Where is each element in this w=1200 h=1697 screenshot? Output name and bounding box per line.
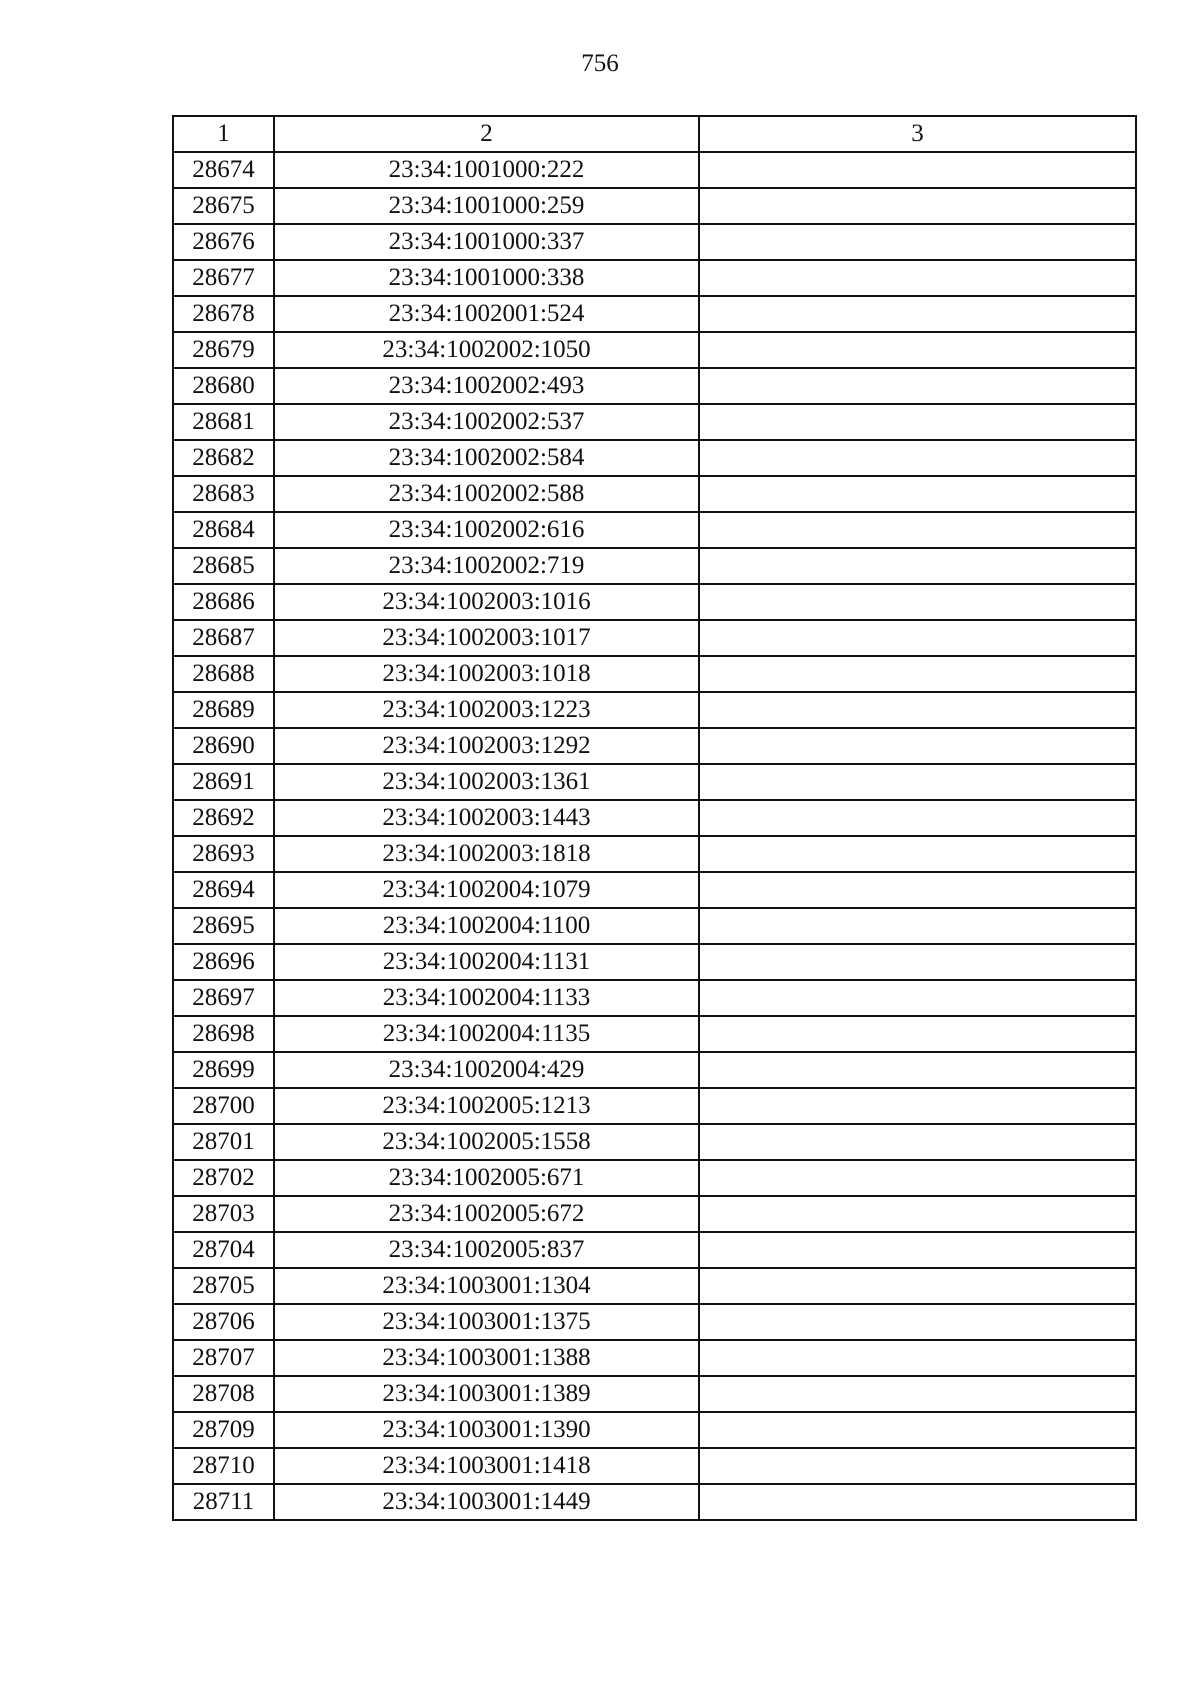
row-number-cell: 28687 [173, 620, 274, 656]
row-number-cell: 28684 [173, 512, 274, 548]
table-row [173, 188, 1136, 224]
row-number-cell: 28686 [173, 584, 274, 620]
row-number-cell: 28698 [173, 1016, 274, 1052]
value-cell [699, 1484, 1136, 1520]
value-cell [699, 1376, 1136, 1412]
cadastral-number-cell: 23:34:1003001:1449 [274, 1484, 699, 1520]
row-number-cell: 28707 [173, 1340, 274, 1376]
value-cell [699, 764, 1136, 800]
row-number-cell: 28680 [173, 368, 274, 404]
cadastral-number-cell: 23:34:1002002:1050 [274, 332, 699, 368]
row-number-cell: 28706 [173, 1304, 274, 1340]
table-row [173, 476, 1136, 512]
value-cell [699, 692, 1136, 728]
cadastral-number-cell: 23:34:1002004:429 [274, 1052, 699, 1088]
value-cell [699, 620, 1136, 656]
value-cell [699, 548, 1136, 584]
table-body [173, 152, 1136, 1520]
value-cell [699, 1160, 1136, 1196]
value-cell [699, 1052, 1136, 1088]
row-number-cell: 28702 [173, 1160, 274, 1196]
row-number-cell: 28696 [173, 944, 274, 980]
cadastral-number-cell: 23:34:1002003:1017 [274, 620, 699, 656]
row-number-cell: 28685 [173, 548, 274, 584]
table-row [173, 260, 1136, 296]
cadastral-number-cell: 23:34:1002002:588 [274, 476, 699, 512]
value-cell [699, 1448, 1136, 1484]
table-row [173, 1340, 1136, 1376]
row-number-cell: 28679 [173, 332, 274, 368]
cadastral-number-cell: 23:34:1002005:1213 [274, 1088, 699, 1124]
row-number-cell: 28676 [173, 224, 274, 260]
row-number-cell: 28688 [173, 656, 274, 692]
cadastral-number-cell: 23:34:1001000:338 [274, 260, 699, 296]
value-cell [699, 188, 1136, 224]
value-cell [699, 1268, 1136, 1304]
table-row [173, 512, 1136, 548]
table-row [173, 908, 1136, 944]
row-number-cell: 28708 [173, 1376, 274, 1412]
cadastral-number-cell: 23:34:1002003:1018 [274, 656, 699, 692]
table-row [173, 620, 1136, 656]
table-row [173, 1412, 1136, 1448]
table-row [173, 800, 1136, 836]
row-number-cell: 28683 [173, 476, 274, 512]
row-number-cell: 28677 [173, 260, 274, 296]
cadastral-number-cell: 23:34:1002003:1016 [274, 584, 699, 620]
row-number-cell: 28693 [173, 836, 274, 872]
table-row [173, 332, 1136, 368]
value-cell [699, 404, 1136, 440]
table-row [173, 980, 1136, 1016]
table-row [173, 836, 1136, 872]
table-row [173, 1484, 1136, 1520]
table-row [173, 368, 1136, 404]
value-cell [699, 584, 1136, 620]
value-cell [699, 1340, 1136, 1376]
row-number-cell: 28709 [173, 1412, 274, 1448]
value-cell [699, 728, 1136, 764]
table-row [173, 1196, 1136, 1232]
cadastral-number-cell: 23:34:1002003:1443 [274, 800, 699, 836]
table-row [173, 1304, 1136, 1340]
row-number-cell: 28695 [173, 908, 274, 944]
value-cell [699, 908, 1136, 944]
table-row [173, 1232, 1136, 1268]
row-number-cell: 28699 [173, 1052, 274, 1088]
value-cell [699, 800, 1136, 836]
row-number-cell: 28701 [173, 1124, 274, 1160]
cadastral-number-cell: 23:34:1003001:1304 [274, 1268, 699, 1304]
cadastral-number-cell: 23:34:1002003:1223 [274, 692, 699, 728]
table-row [173, 224, 1136, 260]
page-number: 756 [581, 50, 619, 77]
value-cell [699, 224, 1136, 260]
cadastral-number-cell: 23:34:1002004:1135 [274, 1016, 699, 1052]
row-number-cell: 28711 [173, 1484, 274, 1520]
cadastral-number-cell: 23:34:1002003:1361 [274, 764, 699, 800]
cadastral-number-cell: 23:34:1001000:337 [274, 224, 699, 260]
table-row [173, 728, 1136, 764]
value-cell [699, 836, 1136, 872]
table-row [173, 404, 1136, 440]
value-cell [699, 296, 1136, 332]
table-row [173, 1088, 1136, 1124]
row-number-cell: 28694 [173, 872, 274, 908]
data-table [172, 115, 1137, 1521]
table-row [173, 764, 1136, 800]
value-cell [699, 872, 1136, 908]
table-row [173, 1016, 1136, 1052]
cadastral-number-cell: 23:34:1003001:1390 [274, 1412, 699, 1448]
cadastral-number-cell: 23:34:1001000:222 [274, 152, 699, 188]
cadastral-number-cell: 23:34:1002002:537 [274, 404, 699, 440]
cadastral-number-cell: 23:34:1002004:1133 [274, 980, 699, 1016]
row-number-cell: 28690 [173, 728, 274, 764]
cadastral-number-cell: 23:34:1002005:671 [274, 1160, 699, 1196]
value-cell [699, 476, 1136, 512]
table-row [173, 1052, 1136, 1088]
row-number-cell: 28674 [173, 152, 274, 188]
row-number-cell: 28710 [173, 1448, 274, 1484]
row-number-cell: 28692 [173, 800, 274, 836]
cadastral-number-cell: 23:34:1002005:837 [274, 1232, 699, 1268]
value-cell [699, 332, 1136, 368]
cadastral-number-cell: 23:34:1002002:584 [274, 440, 699, 476]
table-header [173, 116, 1136, 152]
column-header-2: 2 [274, 116, 699, 152]
value-cell [699, 1304, 1136, 1340]
table-row [173, 584, 1136, 620]
cadastral-number-cell: 23:34:1002004:1079 [274, 872, 699, 908]
value-cell [699, 1088, 1136, 1124]
table-row [173, 656, 1136, 692]
table-row [173, 440, 1136, 476]
cadastral-number-cell: 23:34:1002002:616 [274, 512, 699, 548]
row-number-cell: 28703 [173, 1196, 274, 1232]
table-row [173, 872, 1136, 908]
value-cell [699, 1124, 1136, 1160]
table-row [173, 944, 1136, 980]
table-row [173, 1124, 1136, 1160]
value-cell [699, 512, 1136, 548]
value-cell [699, 440, 1136, 476]
cadastral-number-cell: 23:34:1002001:524 [274, 296, 699, 332]
table-row [173, 1160, 1136, 1196]
cadastral-number-cell: 23:34:1002002:493 [274, 368, 699, 404]
row-number-cell: 28678 [173, 296, 274, 332]
cadastral-number-cell: 23:34:1003001:1388 [274, 1340, 699, 1376]
cadastral-number-cell: 23:34:1001000:259 [274, 188, 699, 224]
cadastral-number-cell: 23:34:1003001:1418 [274, 1448, 699, 1484]
row-number-cell: 28682 [173, 440, 274, 476]
row-number-cell: 28691 [173, 764, 274, 800]
table-row [173, 1268, 1136, 1304]
value-cell [699, 1412, 1136, 1448]
column-header-3: 3 [699, 116, 1136, 152]
value-cell [699, 944, 1136, 980]
row-number-cell: 28689 [173, 692, 274, 728]
row-number-cell: 28700 [173, 1088, 274, 1124]
table-row [173, 1376, 1136, 1412]
row-number-cell: 28675 [173, 188, 274, 224]
value-cell [699, 1196, 1136, 1232]
cadastral-number-cell: 23:34:1003001:1375 [274, 1304, 699, 1340]
cadastral-number-cell: 23:34:1002004:1131 [274, 944, 699, 980]
row-number-cell: 28697 [173, 980, 274, 1016]
table-row [173, 152, 1136, 188]
cadastral-number-cell: 23:34:1002005:672 [274, 1196, 699, 1232]
table-row [173, 296, 1136, 332]
cadastral-number-cell: 23:34:1002003:1292 [274, 728, 699, 764]
value-cell [699, 1016, 1136, 1052]
header-row [173, 116, 1136, 152]
value-cell [699, 656, 1136, 692]
table-row [173, 1448, 1136, 1484]
value-cell [699, 1232, 1136, 1268]
row-number-cell: 28704 [173, 1232, 274, 1268]
value-cell [699, 368, 1136, 404]
cadastral-number-cell: 23:34:1002005:1558 [274, 1124, 699, 1160]
table-row [173, 692, 1136, 728]
table-row [173, 548, 1136, 584]
value-cell [699, 260, 1136, 296]
column-header-1: 1 [173, 116, 274, 152]
row-number-cell: 28681 [173, 404, 274, 440]
row-number-cell: 28705 [173, 1268, 274, 1304]
value-cell [699, 980, 1136, 1016]
cadastral-number-cell: 23:34:1002002:719 [274, 548, 699, 584]
cadastral-number-cell: 23:34:1003001:1389 [274, 1376, 699, 1412]
cadastral-number-cell: 23:34:1002003:1818 [274, 836, 699, 872]
value-cell [699, 152, 1136, 188]
cadastral-number-cell: 23:34:1002004:1100 [274, 908, 699, 944]
